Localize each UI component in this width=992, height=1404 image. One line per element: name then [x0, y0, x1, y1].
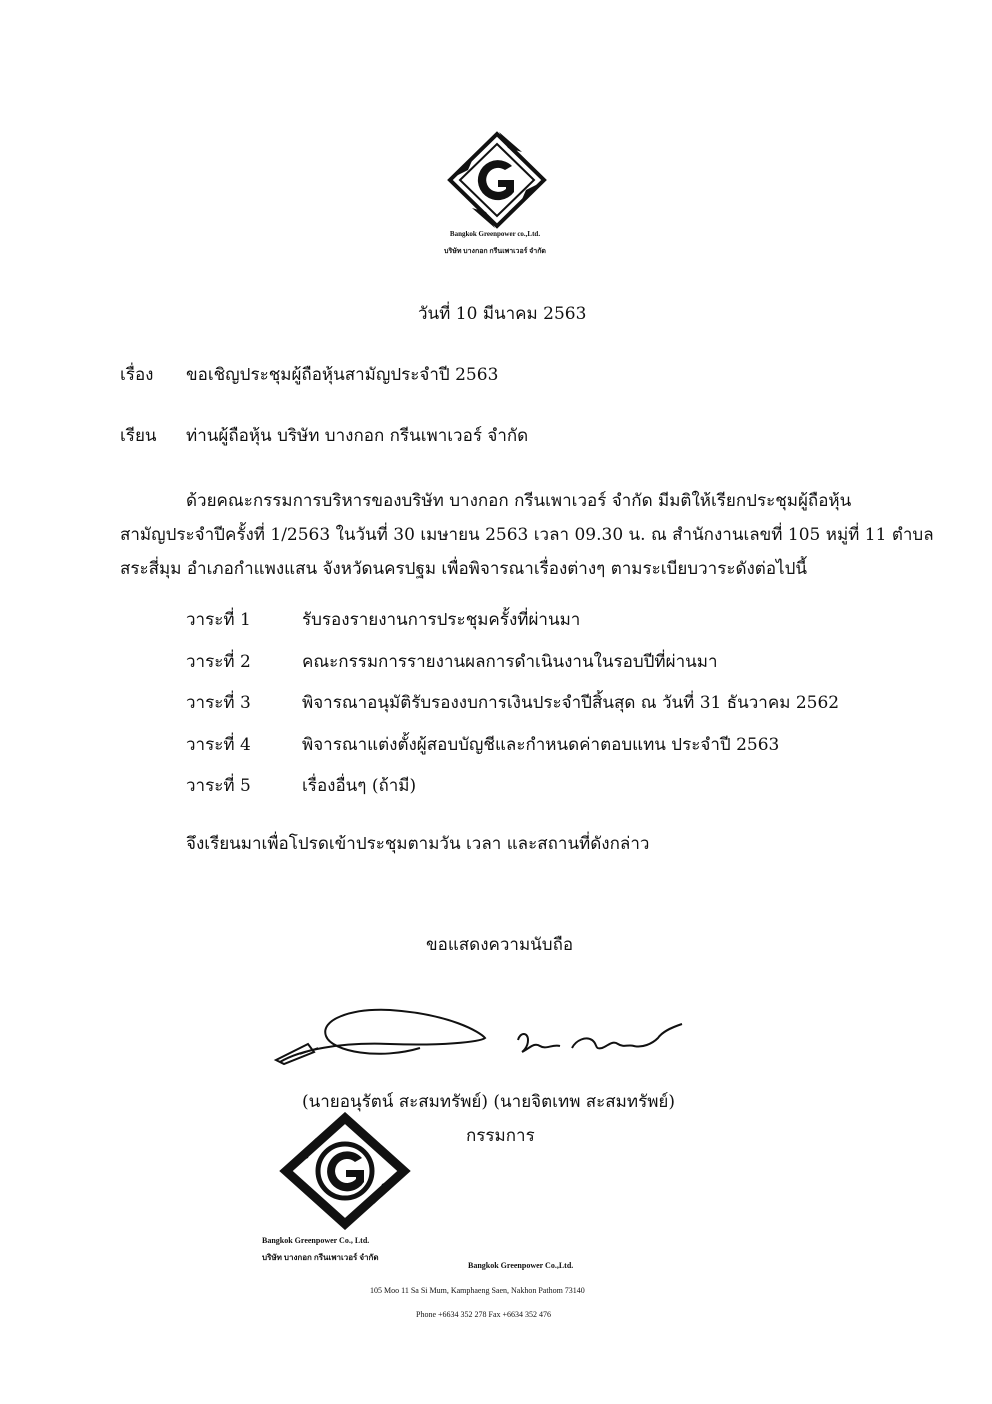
- footer-company: Bangkok Greenpower Co.,Ltd.: [468, 1261, 574, 1270]
- subject-label: เรื่อง: [120, 365, 154, 385]
- agenda-item-4: พิจารณาแต่งตั้งผู้สอบบัญชีและกำหนดค่าตอบแทน ประจำปี 2563: [302, 735, 780, 755]
- recipient-text: ท่านผู้ถือหุ้น บริษัท บางกอก กรีนเพาเวอร์ จำกัด: [186, 426, 529, 446]
- agenda-label-1: วาระที่ 1: [186, 610, 251, 630]
- stamp-company-th: บริษัท บางกอก กรีนเพาเวอร์ จำกัด: [262, 1253, 379, 1262]
- agenda-label-4: วาระที่ 4: [186, 735, 251, 755]
- stamp-company-en: Bangkok Greenpower Co., Ltd.: [262, 1236, 370, 1245]
- footer-address: 105 Moo 11 Sa Si Mum, Kamphaeng Saen, Nakhon Pathom 73140: [370, 1286, 585, 1295]
- agenda-label-2: วาระที่ 2: [186, 652, 251, 672]
- body-line-1: ด้วยคณะกรรมการบริหารของบริษัท บางกอก กรีนเพาเวอร์ จำกัด มีมติให้เรียกประชุมผู้ถือหุ้น: [186, 491, 852, 511]
- signatories: (นายอนุรัตน์ สะสมทรัพย์) (นายจิตเทพ สะสมทรัพย์): [302, 1092, 676, 1112]
- body-line-3: สระสี่มุม อำเภอกำแพงแสน จังหวัดนครปฐม เพื่อพิจารณาเรื่องต่างๆ ตามระเบียบวาระดังต่อไปนี้: [120, 559, 808, 579]
- company-stamp: [278, 1112, 412, 1230]
- closing-line: จึงเรียนมาเพื่อโปรดเข้าประชุมตามวัน เวลา และสถานที่ดังกล่าว: [186, 834, 650, 854]
- stamp-logo-icon: [278, 1112, 412, 1230]
- logo-company-name-th: บริษัท บางกอก กรีนเพาเวอร์ จำกัด: [444, 247, 546, 255]
- signature-2-icon: [512, 1018, 702, 1068]
- letter-date: วันที่ 10 มีนาคม 2563: [418, 304, 587, 324]
- signature-1-icon: [270, 1002, 500, 1072]
- footer-phone: Phone +6634 352 278 Fax +6634 352 476: [416, 1310, 552, 1319]
- recipient-label: เรียน: [120, 426, 157, 446]
- agenda-item-3: พิจารณาอนุมัติรับรองงบการเงินประจำปีสิ้นสุด ณ วันที่ 31 ธันวาคม 2562: [302, 693, 840, 713]
- subject-text: ขอเชิญประชุมผู้ถือหุ้นสามัญประจำปี 2563: [186, 365, 499, 385]
- agenda-item-5: เรื่องอื่นๆ (ถ้ามี): [302, 776, 417, 796]
- agenda-label-3: วาระที่ 3: [186, 693, 251, 713]
- agenda-item-1: รับรองรายงานการประชุมครั้งที่ผ่านมา: [302, 610, 581, 630]
- agenda-item-2: คณะกรรมการรายงานผลการดำเนินงานในรอบปีที่ผ่านมา: [302, 652, 718, 672]
- company-logo: [444, 130, 550, 230]
- logo-company-name-en: Bangkok Greenpower co.,Ltd.: [449, 230, 541, 238]
- greenpower-logo-icon: [444, 130, 550, 230]
- salutation: ขอแสดงความนับถือ: [426, 935, 574, 955]
- agenda-label-5: วาระที่ 5: [186, 776, 251, 796]
- signatory-title: กรรมการ: [466, 1126, 535, 1146]
- body-line-2: สามัญประจำปีครั้งที่ 1/2563 ในวันที่ 30 เมษายน 2563 เวลา 09.30 น. ณ สำนักงานเลขที่ 105 หมู่ที่ 11 ตำบล: [120, 525, 934, 545]
